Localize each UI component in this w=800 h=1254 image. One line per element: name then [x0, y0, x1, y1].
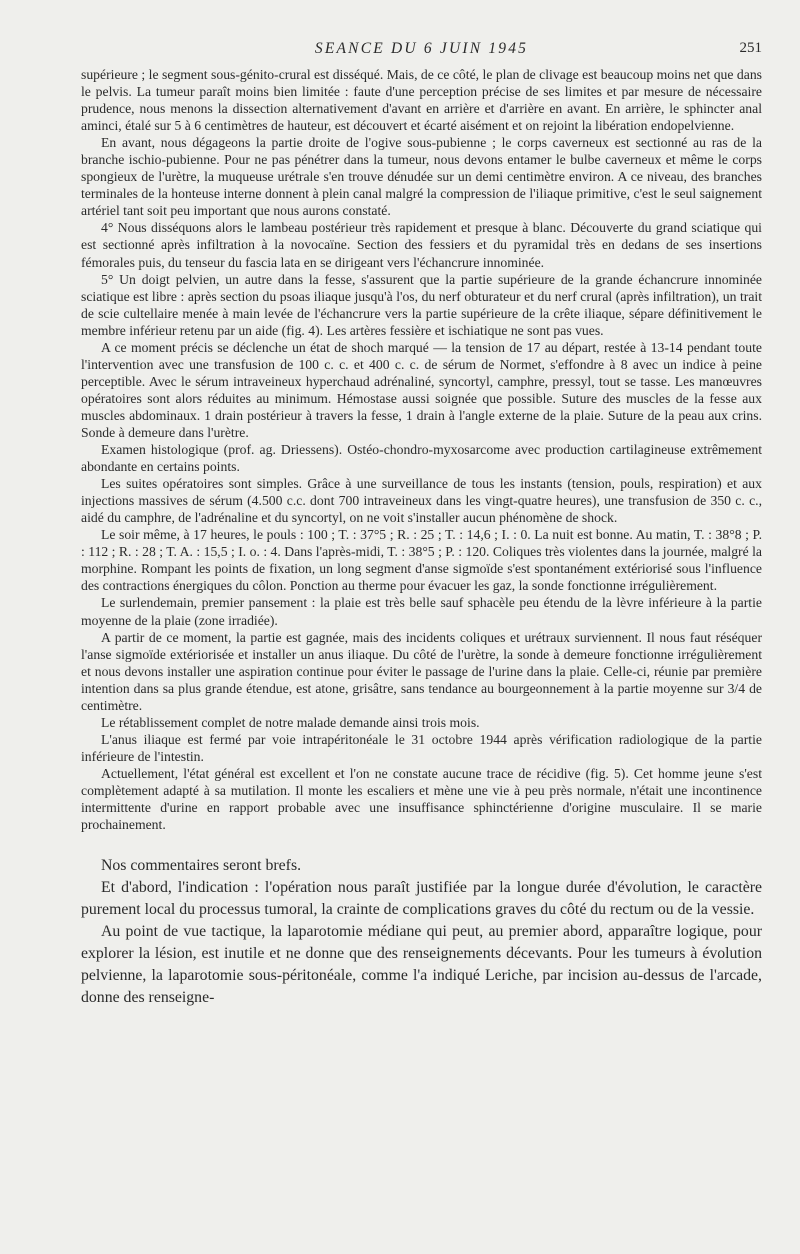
paragraph: Les suites opératoires sont simples. Grâce à une surveillance de tous les instants (tension, pouls, respiration) et aux injections massives de sérum (4.500 c.c. dont 700 intraveineux dans les vingt-quatre heures), une transfusion de 350 c. c., aidé du camphre, de l'adrénaline et du syncortyl, on ne voit s'installer aucun phénomène de shock.: [81, 476, 762, 526]
running-title: SEANCE DU 6 JUIN 1945: [314, 40, 529, 57]
paragraph: 5° Un doigt pelvien, un autre dans la fesse, s'assurent que la partie supérieure de la grande échancrure innominée sciatique est libre : après section du psoas iliaque jusqu'à l'os, du nerf obturateur et du nerf crural (après infiltration), un trait de scie cultellaire menée à main levée de l'échancrure vers la partie supérieure de la crête iliaque, sépare définitivement le membre inférieur retenu par un aide (fig. 4). Les artères fessière et ischiatique ne sont pas vues.: [81, 271, 762, 338]
comment-paragraph: Au point de vue tactique, la laparotomie médiane qui peut, au premier abord, apparaître logique, pour explorer la lésion, est inutile et ne donne que des renseignements décevants. Pour les tumeurs à évolution pelvienne, la laparotomie sous-péritonéale, comme l'a indiqué Leriche, par incision au-dessus de l'arcade, donne des renseigne-: [81, 922, 762, 1006]
paragraph: Actuellement, l'état général est excellent et l'on ne constate aucune trace de récidive (fig. 5). Cet homme jeune s'est complètement adapté à sa mutilation. Il monte les escaliers et mène une vie à peu près normale, n'était une incontinence intermittente d'urine en rapport probable avec une insuffisance sphinctérienne d'origine musculaire. Il se marie prochainement.: [81, 765, 762, 833]
paragraph: Le rétablissement complet de notre malade demande ainsi trois mois.: [101, 714, 480, 730]
paragraph: En avant, nous dégageons la partie droite de l'ogive sous-pubienne ; le corps caverneux est sectionné au ras de la branche ischio-pubienne. Pour ne pas pénétrer dans la tumeur, nous devons entamer le bulbe caverneux et même le corps spongieux de l'urètre, la muqueuse urétrale s'en trouve dénudée sur un demi centimètre environ. A ce niveau, des branches terminales de la honteuse interne donnent à plein canal malgré la compression de l'iliaque primitive, c'est le seul saignement artériel tant soit peu important que nous aurons constaté.: [81, 135, 762, 219]
paragraph: supérieure ; le segment sous-génito-crural est disséqué. Mais, de ce côté, le plan de clivage est beaucoup moins net que dans le pelvis. La tumeur paraît moins bien limitée : faute d'une perception précise de ses limites et par mesure de nécessaire prudence, nous menons la dissection alternativement d'avant en arrière et d'arrière en avant. En arrière, le sphincter anal aminci, étalé sur 5 à 6 centimètres de hauteur, est découvert et écarté aisément et on rejoint la libération endopelvienne.: [81, 67, 762, 134]
paragraph: A partir de ce moment, la partie est gagnée, mais des incidents coliques et urétraux surviennent. Il nous faut réséquer l'anse sigmoïde extériorisée et installer un anus iliaque. Du côté de l'urètre, la sonde à demeure fonctionne irrégulièrement et nous devons installer une aspiration continue pour éviter le passage de l'urine dans la plaie. Celle-ci, réunie par première intention dans sa plus grande étendue, est atone, grisâtre, sans tendance au bourgeonnement à la partie moyenne sur 3/4 de centimètre.: [81, 629, 762, 713]
paragraph: 4° Nous disséquons alors le lambeau postérieur très rapidement et presque à blanc. Découverte du grand sciatique qui est sectionné après infiltration à la novocaïne. Section des fessiers et du pyramidal très en dedans de ses insertions fémorales puis, du tenseur du fascia lata en se dirigeant vers l'échancrure innominée.: [81, 220, 762, 270]
page-header: [81, 40, 762, 66]
page-number: 251: [739, 40, 762, 56]
comment-paragraph: Nos commentaires seront brefs.: [101, 857, 302, 875]
paragraph: A ce moment précis se déclenche un état de shoch marqué — la tension de 17 au départ, restée à 13-14 pendant toute l'intervention avec une transfusion de 100 c. c. et 400 c. c. de sérum de Normet, s'effondre à 8 avec un indice à peine perceptible. Avec le sérum intraveineux hyperchaud adrénaliné, syncortyl, camphre, pressyl, tout se tasse. Les manœuvres opératoires sont alors réduites au minimum. Hémostase aussi soignée que possible. Suture des muscles de la fesse aux muscles abdominaux. 1 drain postérieur à travers la fesse, 1 drain à l'angle externe de la plaie. Suture de la peau aux crins. Sonde à demeure dans l'urètre.: [81, 339, 762, 440]
case-report-body: [81, 66, 762, 833]
paragraph: Le surlendemain, premier pansement : la plaie est très belle sauf sphacèle peu étendu de la lèvre inférieure à la partie moyenne de la plaie (zone irradiée).: [81, 595, 762, 628]
comments-section: [81, 855, 762, 1008]
paragraph: Le soir même, à 17 heures, le pouls : 100 ; T. : 37°5 ; R. : 25 ; T. : 14,6 ; I. : 0. La nuit est bonne. Au matin, T. : 38°8 ; P. : 112 ; R. : 28 ; T. A. : 15,5 ; I. o. : 4. Dans l'après-midi, T. : 38°5 ; P. : 120. Coliques très violentes dans la journée, malgré la morphine. Rompant les points de fixation, un long segment d'anse sigmoïde s'est spontanément extériorisé sous l'influence des contractions énergiques du côlon. Ponction au therme pour évacuer les gaz, la sonde fonctionne irrégulièrement.: [81, 527, 762, 594]
paragraph: L'anus iliaque est fermé par voie intrapéritonéale le 31 octobre 1944 après vérification radiologique de la partie inférieure de l'intestin.: [81, 731, 762, 764]
comment-paragraph: Et d'abord, l'indication : l'opération nous paraît justifiée par la longue durée d'évolution, le caractère purement local du processus tumoral, la crainte de complications graves du côté du rectum ou de la vessie.: [81, 879, 762, 918]
paragraph: Examen histologique (prof. ag. Driessens). Ostéo-chondro-myxosarcome avec production cartilagineuse extrêmement abondante en certains points.: [81, 442, 762, 475]
